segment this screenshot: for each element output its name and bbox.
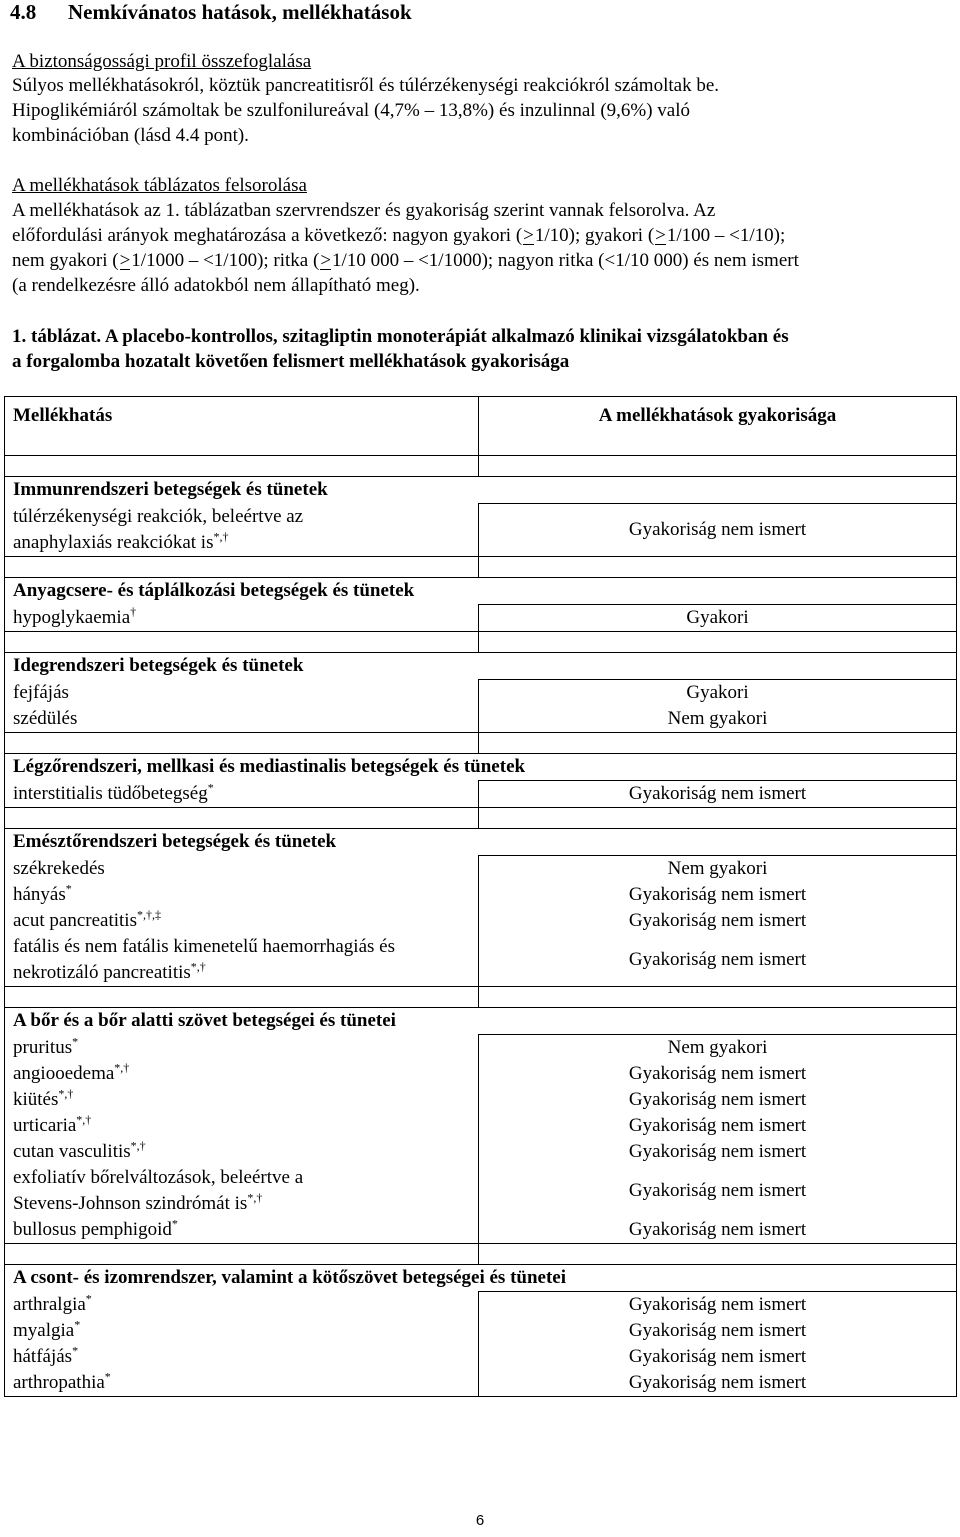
category-name: Immunrendszeri betegségek és tünetek bbox=[5, 477, 957, 504]
spacer-cell bbox=[479, 987, 957, 1008]
summary-heading: A biztonságossági profil összefoglalása bbox=[12, 51, 312, 72]
reaction-text bbox=[13, 680, 470, 706]
reaction-line: myalgia bbox=[13, 1319, 75, 1341]
reaction-line: Stevens-Johnson szindrómát is bbox=[13, 1192, 248, 1214]
spacer-cell bbox=[5, 808, 479, 829]
frequency-value: Gyakoriság nem ismert bbox=[628, 1115, 807, 1136]
reaction-cell bbox=[5, 856, 479, 987]
ge-symbol: > bbox=[523, 225, 534, 246]
frequency-cell bbox=[479, 781, 957, 808]
reaction-item bbox=[13, 1035, 470, 1061]
reaction-line: nekrotizáló pancreatitis bbox=[13, 961, 191, 983]
ge-symbol: > bbox=[119, 250, 131, 271]
reaction-text bbox=[13, 882, 470, 908]
footnote-marker: † bbox=[130, 604, 137, 619]
frequency-value: Gyakori bbox=[686, 607, 749, 628]
reaction-text bbox=[13, 1370, 470, 1396]
frequency-value: Gyakoriság nem ismert bbox=[628, 949, 807, 970]
ge-symbol: > bbox=[320, 250, 332, 271]
reaction-line: hányás bbox=[13, 883, 66, 905]
reaction-item bbox=[13, 1318, 470, 1344]
category-row bbox=[5, 578, 957, 605]
spacer-row bbox=[5, 632, 957, 653]
reaction-text bbox=[13, 1113, 470, 1139]
spacer-cell bbox=[479, 733, 957, 754]
text-fragment: 1/1000 – <1/100); ritka ( bbox=[131, 250, 320, 271]
category-row bbox=[5, 829, 957, 856]
reaction-text bbox=[13, 1217, 470, 1243]
spacer-cell bbox=[479, 1244, 957, 1265]
footnote-marker: *,† bbox=[76, 1112, 92, 1127]
reaction-text bbox=[13, 934, 470, 960]
footnote-marker: *,† bbox=[190, 959, 206, 974]
frequency-cell bbox=[479, 1292, 957, 1397]
reaction-line: kiütés bbox=[13, 1088, 59, 1110]
category-items-row bbox=[5, 680, 957, 733]
reaction-item bbox=[13, 781, 470, 807]
frequency-value: Nem gyakori bbox=[667, 1037, 768, 1058]
reaction-item bbox=[13, 856, 470, 882]
spacer-row bbox=[5, 557, 957, 578]
reaction-text bbox=[13, 504, 470, 530]
footnote-marker: *,† bbox=[58, 1086, 74, 1101]
spacer-cell bbox=[5, 733, 479, 754]
reaction-item bbox=[13, 908, 470, 934]
reaction-line: angiooedema bbox=[13, 1062, 115, 1084]
reaction-text bbox=[13, 530, 470, 556]
frequency-value: Gyakoriság nem ismert bbox=[628, 1089, 807, 1110]
reaction-cell bbox=[5, 1292, 479, 1397]
reaction-line: bullosus pemphigoid bbox=[13, 1218, 172, 1240]
category-items-row bbox=[5, 781, 957, 808]
reaction-item bbox=[13, 1139, 470, 1165]
tabulated-line-2 bbox=[12, 224, 785, 248]
reaction-line: urticaria bbox=[13, 1114, 77, 1136]
frequency-cell bbox=[479, 504, 957, 557]
reaction-text bbox=[13, 1061, 470, 1087]
spacer-row bbox=[5, 456, 957, 477]
text-fragment: nem gyakori ( bbox=[12, 250, 119, 271]
category-name: A csont- és izomrendszer, valamint a kötőszövet betegségei és tünetei bbox=[5, 1265, 957, 1292]
reaction-line: anaphylaxiás reakciókat is bbox=[13, 531, 214, 553]
reaction-line: exfoliatív bőrelváltozások, beleértve a bbox=[13, 1166, 304, 1188]
tabulated-line-3 bbox=[12, 249, 799, 273]
text-fragment: 1/100 – <1/10); bbox=[666, 225, 786, 246]
reaction-line: pruritus bbox=[13, 1036, 73, 1058]
category-row bbox=[5, 754, 957, 781]
reaction-line: arthropathia bbox=[13, 1371, 105, 1393]
spacer-row bbox=[5, 987, 957, 1008]
reaction-text bbox=[13, 960, 470, 986]
page-number: 6 bbox=[475, 1512, 485, 1529]
spacer-row bbox=[5, 808, 957, 829]
category-items-row bbox=[5, 504, 957, 557]
table-caption-line-1: 1. táblázat. A placebo-kontrollos, szitagliptin monoterápiát alkalmazó klinikai vizsgálatokban és bbox=[12, 326, 789, 347]
category-row bbox=[5, 1265, 957, 1292]
footnote-marker: * bbox=[72, 1343, 79, 1358]
frequency-value: Gyakoriság nem ismert bbox=[628, 884, 807, 905]
reaction-line: arthralgia bbox=[13, 1293, 86, 1315]
reaction-line: fatális és nem fatális kimenetelű haemorrhagiás és bbox=[13, 935, 395, 957]
category-name: Emésztőrendszeri betegségek és tünetek bbox=[5, 829, 957, 856]
footnote-marker: * bbox=[74, 1317, 81, 1332]
section-number: 4.8 bbox=[10, 0, 37, 24]
reaction-line: hypoglykaemia bbox=[13, 606, 131, 628]
footnote-marker: * bbox=[171, 1216, 178, 1231]
frequency-value: Nem gyakori bbox=[667, 858, 768, 879]
reaction-cell bbox=[5, 680, 479, 733]
reaction-cell bbox=[5, 504, 479, 557]
spacer-cell bbox=[5, 632, 479, 653]
reaction-line: acut pancreatitis bbox=[13, 909, 137, 931]
frequency-value: Gyakoriság nem ismert bbox=[628, 1372, 807, 1393]
frequency-value: Gyakoriság nem ismert bbox=[628, 519, 807, 540]
reaction-item bbox=[13, 706, 470, 732]
category-name: A bőr és a bőr alatti szövet betegségei és tünetei bbox=[5, 1008, 957, 1035]
reaction-item bbox=[13, 1087, 470, 1113]
reaction-text bbox=[13, 856, 470, 882]
reaction-text bbox=[13, 908, 470, 934]
reaction-item bbox=[13, 882, 470, 908]
footnote-marker: * bbox=[65, 881, 72, 896]
reaction-item bbox=[13, 504, 470, 556]
reaction-text bbox=[13, 1318, 470, 1344]
table-caption-line-2: a forgalomba hozatalt követően felismert mellékhatások gyakorisága bbox=[12, 351, 570, 372]
header-reaction: Mellékhatás bbox=[5, 397, 479, 456]
reaction-text bbox=[13, 1035, 470, 1061]
tabulated-heading: A mellékhatások táblázatos felsorolása bbox=[12, 175, 307, 196]
summary-line-2: Hipoglikémiáról számoltak be szulfonilureával (4,7% – 13,8%) és inzulinnal (9,6%) való bbox=[12, 100, 691, 121]
reaction-text bbox=[13, 1344, 470, 1370]
frequency-value: Gyakoriság nem ismert bbox=[628, 1141, 807, 1162]
reaction-line: fejfájás bbox=[13, 681, 69, 703]
frequency-value: Gyakoriság nem ismert bbox=[628, 1320, 807, 1341]
reaction-text bbox=[13, 1139, 470, 1165]
reaction-cell bbox=[5, 781, 479, 808]
frequency-cell bbox=[479, 856, 957, 987]
adverse-reactions-table bbox=[4, 396, 957, 1397]
reaction-text bbox=[13, 781, 470, 807]
reaction-text bbox=[13, 1165, 470, 1191]
category-items-row bbox=[5, 605, 957, 632]
reaction-line: cutan vasculitis bbox=[13, 1140, 131, 1162]
reaction-item bbox=[13, 605, 470, 631]
frequency-value: Gyakoriság nem ismert bbox=[628, 1294, 807, 1315]
category-name: Légzőrendszeri, mellkasi és mediastinalis betegségek és tünetek bbox=[5, 754, 957, 781]
frequency-value: Gyakoriság nem ismert bbox=[628, 910, 807, 931]
footnote-marker: * bbox=[72, 1034, 79, 1049]
category-row bbox=[5, 477, 957, 504]
section-heading bbox=[10, 0, 412, 25]
frequency-value: Gyakoriság nem ismert bbox=[628, 1219, 807, 1240]
footnote-marker: *,†,‡ bbox=[136, 907, 161, 922]
reaction-item bbox=[13, 680, 470, 706]
footnote-marker: * bbox=[104, 1369, 111, 1384]
category-items-row bbox=[5, 856, 957, 987]
spacer-cell bbox=[5, 1244, 479, 1265]
reaction-item bbox=[13, 1344, 470, 1370]
spacer-row bbox=[5, 733, 957, 754]
reaction-item bbox=[13, 1292, 470, 1318]
spacer-cell bbox=[5, 987, 479, 1008]
reaction-item bbox=[13, 934, 470, 986]
category-name: Idegrendszeri betegségek és tünetek bbox=[5, 653, 957, 680]
frequency-value: Gyakoriság nem ismert bbox=[628, 1180, 807, 1201]
reaction-item bbox=[13, 1061, 470, 1087]
reaction-item bbox=[13, 1370, 470, 1396]
category-row bbox=[5, 1008, 957, 1035]
category-row bbox=[5, 653, 957, 680]
reaction-text bbox=[13, 1087, 470, 1113]
footnote-marker: *,† bbox=[114, 1060, 130, 1075]
frequency-value: Gyakori bbox=[686, 682, 749, 703]
reaction-line: székrekedés bbox=[13, 857, 105, 879]
ge-symbol: > bbox=[655, 225, 666, 246]
reaction-text bbox=[13, 706, 470, 732]
reaction-line: interstitialis tüdőbetegség bbox=[13, 782, 208, 804]
frequency-cell bbox=[479, 605, 957, 632]
frequency-value: Gyakoriság nem ismert bbox=[628, 1346, 807, 1367]
header-frequency: A mellékhatások gyakorisága bbox=[479, 397, 957, 456]
footnote-marker: *,† bbox=[130, 1138, 146, 1153]
text-fragment: 1/10 000 – <1/1000); nagyon ritka (<1/10 000) és nem ismert bbox=[332, 250, 799, 271]
frequency-value: Gyakoriság nem ismert bbox=[628, 783, 807, 804]
reaction-line: hátfájás bbox=[13, 1345, 73, 1367]
reaction-text bbox=[13, 1191, 470, 1217]
category-items-row bbox=[5, 1035, 957, 1244]
category-items-row bbox=[5, 1292, 957, 1397]
reaction-cell bbox=[5, 1035, 479, 1244]
reaction-item bbox=[13, 1165, 470, 1217]
frequency-cell bbox=[479, 1035, 957, 1244]
footnote-marker: * bbox=[85, 1291, 92, 1306]
reaction-item bbox=[13, 1217, 470, 1243]
spacer-cell bbox=[5, 557, 479, 578]
text-fragment: előfordulási arányok meghatározása a következő: nagyon gyakori ( bbox=[12, 225, 523, 246]
tabulated-line-1: A mellékhatások az 1. táblázatban szervrendszer és gyakoriság szerint vannak felsorolva. Az bbox=[12, 200, 716, 221]
reaction-text bbox=[13, 605, 470, 631]
frequency-value: Gyakoriság nem ismert bbox=[628, 1063, 807, 1084]
spacer-cell bbox=[479, 456, 957, 477]
reaction-line: túlérzékenységi reakciók, beleértve az bbox=[13, 505, 304, 527]
category-name: Anyagcsere- és táplálkozási betegségek és tünetek bbox=[5, 578, 957, 605]
table-header-row bbox=[5, 397, 957, 456]
footnote-marker: * bbox=[207, 780, 214, 795]
footnote-marker: *,† bbox=[247, 1190, 263, 1205]
reaction-item bbox=[13, 1113, 470, 1139]
spacer-cell bbox=[479, 632, 957, 653]
frequency-cell bbox=[479, 680, 957, 733]
spacer-cell bbox=[479, 557, 957, 578]
footnote-marker: *,† bbox=[213, 529, 229, 544]
spacer-row bbox=[5, 1244, 957, 1265]
spacer-cell bbox=[5, 456, 479, 477]
text-fragment: 1/10); gyakori ( bbox=[534, 225, 655, 246]
reaction-text bbox=[13, 1292, 470, 1318]
summary-line-3: kombinációban (lásd 4.4 pont). bbox=[12, 125, 249, 146]
reaction-cell bbox=[5, 605, 479, 632]
spacer-cell bbox=[479, 808, 957, 829]
frequency-value: Nem gyakori bbox=[667, 708, 768, 729]
tabulated-line-4: (a rendelkezésre álló adatokból nem állapítható meg). bbox=[12, 275, 420, 296]
summary-line-1: Súlyos mellékhatásokról, köztük pancreatitisről és túlérzékenységi reakciókról számoltak be. bbox=[12, 75, 719, 96]
reaction-line: szédülés bbox=[13, 707, 78, 729]
section-title: Nemkívánatos hatások, mellékhatások bbox=[68, 0, 412, 24]
